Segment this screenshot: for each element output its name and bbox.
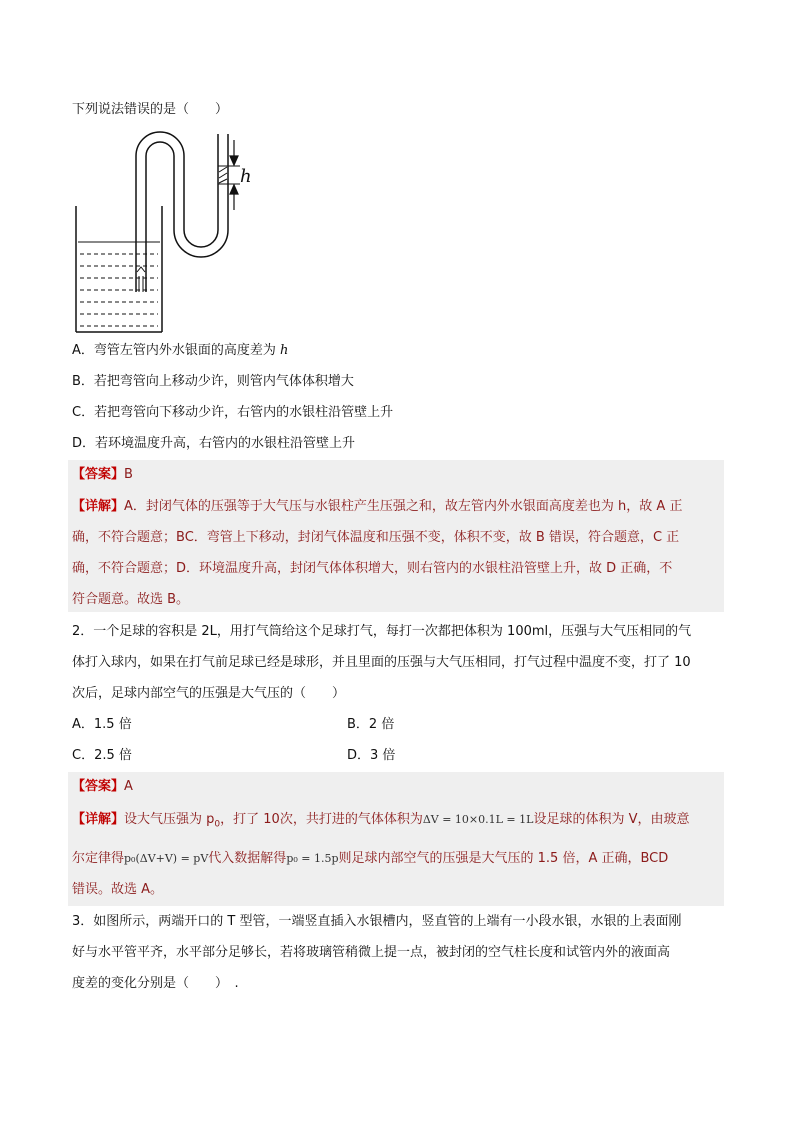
mercury-level-dashes	[78, 242, 160, 326]
option-letter: A．	[72, 343, 94, 358]
q2-stem-line-1: 2．一个足球的容积是 2L，用打气筒给这个足球打气，每打一次都把体积为 100ml，压强与大气压相同的气	[72, 624, 692, 639]
q1-option-b	[72, 372, 722, 392]
q3-stem-line-3: 度差的变化分别是（ ） .	[72, 976, 239, 991]
q1-detail-line-3: 确，不符合题意；D．环境温度升高，封闭气体体积增大，则右管内的水银柱沿管壁上升，故 D 正确，不	[72, 561, 673, 576]
left-tube-bottom-marks	[137, 267, 145, 292]
bent-tube	[136, 132, 228, 292]
option-text: 1.5 倍	[93, 717, 132, 732]
option-text: 若环境温度升高，右管内的水银柱沿管壁上升	[95, 436, 356, 451]
q3-stem-line-2: 好与水平管平齐，水平部分足够长，若将玻璃管稍微上提一点，被封闭的空气柱长度和试管内外的液面高	[72, 945, 671, 960]
mercury-column	[218, 166, 240, 184]
q2-stem-line-2: 体打入球内，如果在打气前足球已经是球形，并且里面的压强与大气压相同，打气过程中温度不变，打了 10	[72, 655, 691, 670]
answer-value: B	[124, 467, 133, 482]
q1-detail-line-2: 确，不符合题意；BC．弯管上下移动，封闭气体温度和压强不变，体积不变，故 B 错误，符合题意，C 正	[72, 530, 680, 545]
q1-detail-line-1	[72, 497, 722, 517]
volume-formula: ΔV = 10×0.1L = 1L	[422, 813, 534, 826]
option-letter: B．	[72, 374, 94, 389]
q1-option-c	[72, 403, 722, 423]
detail-tag: 【详解】	[72, 812, 125, 827]
result-formula: p₀ = 1.5p	[286, 852, 339, 865]
option-text: 弯管左管内外水银面的高度差为	[93, 343, 281, 358]
detail-text: 设足球的体积为 V，由玻意	[533, 812, 690, 827]
q2-detail-line-2	[72, 849, 722, 869]
option-letter: D．	[347, 748, 371, 763]
q1-answer	[72, 465, 722, 485]
option-letter: C．	[72, 748, 95, 763]
h-dimension-arrows	[230, 140, 238, 210]
q1-option-d	[72, 434, 722, 454]
answer-tag: 【答案】	[72, 779, 125, 794]
option-variable: h	[280, 343, 289, 358]
answer-tag: 【答案】	[72, 467, 125, 482]
option-text: 若把弯管向上移动少许，则管内气体体积增大	[93, 374, 354, 389]
detail-tag: 【详解】	[72, 499, 125, 514]
u-tube-figure	[68, 126, 258, 334]
q2-option-a	[72, 715, 132, 735]
option-letter: C．	[72, 405, 95, 420]
q2-answer	[72, 777, 722, 797]
option-text: 2.5 倍	[94, 748, 132, 763]
option-letter: A．	[72, 717, 94, 732]
option-text: 2 倍	[368, 717, 395, 732]
q1-option-a	[72, 341, 722, 361]
detail-text: 设大气压强为 p	[124, 812, 215, 827]
detail-text: A．封闭气体的压强等于大气压与水银柱产生压强之和，故左管内外水银面高度差也为 h，故 A 正	[124, 499, 683, 514]
q2-option-c	[72, 746, 132, 766]
h-label: h	[240, 166, 252, 187]
q2-detail-line-3: 错误。故选 A。	[72, 882, 164, 897]
q3-stem-line-1: 3．如图所示，两端开口的 T 型管，一端竖直插入水银槽内，竖直管的上端有一小段水银，水银的上表面刚	[72, 914, 682, 929]
detail-text: 代入数据解得	[208, 851, 287, 866]
option-text: 若把弯管向下移动少许，右管内的水银柱沿管壁上升	[94, 405, 394, 420]
q2-stem-line-3: 次后，足球内部空气的压强是大气压的（ ）	[72, 686, 346, 701]
q2-option-b	[347, 715, 394, 735]
option-letter: D．	[72, 436, 96, 451]
boyle-formula: p₀(ΔV+V) = pV	[124, 852, 209, 865]
q1-stem: 下列说法错误的是（ ）	[72, 102, 229, 117]
detail-text: ，打了 10次，共打进的气体体积为	[220, 812, 423, 827]
option-text: 3 倍	[370, 748, 396, 763]
q2-detail-line-1	[72, 810, 722, 835]
answer-value: A	[124, 779, 133, 794]
option-letter: B．	[347, 717, 369, 732]
detail-text: 尔定律得	[72, 851, 125, 866]
q1-detail-line-4: 符合题意。故选 B。	[72, 592, 190, 607]
subscript: 0	[214, 819, 221, 830]
detail-text: 则足球内部空气的压强是大气压的 1.5 倍，A 正确，BCD	[338, 851, 669, 866]
mercury-tank	[76, 206, 162, 332]
q2-option-d	[347, 746, 395, 766]
